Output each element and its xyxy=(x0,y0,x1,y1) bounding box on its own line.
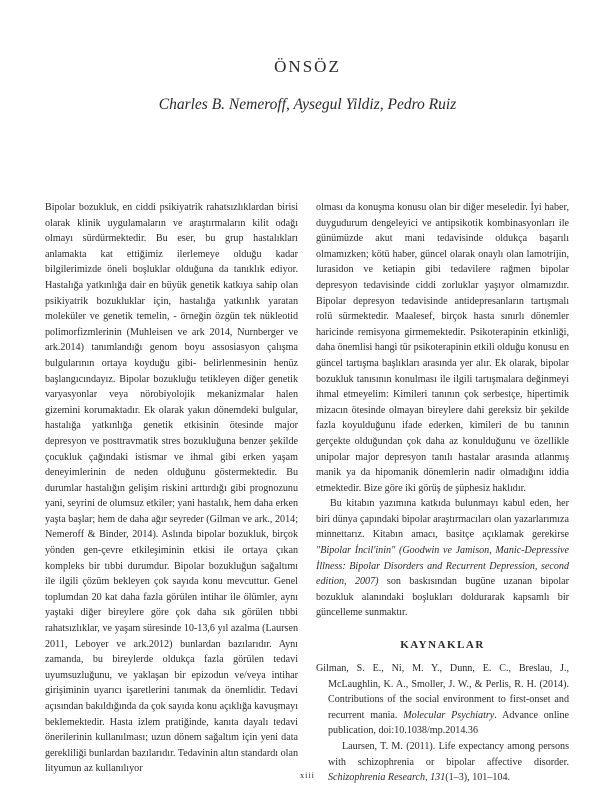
paragraph-text: son baskısından bugüne uzanan bipolar bozukluk alanındaki boşlukları doldurarak kapsamlı bir güncelleme sunmaktır. xyxy=(316,576,569,619)
reference-authors: Laursen, T. M. (2011). Life expectancy among persons with schizophrenia or bipolar affective disorder. xyxy=(328,741,569,768)
body-paragraph: Bipolar bozukluk, en ciddi psikiyatrik rahatsızlıklardan birisi olarak klinik uygulamaların ve araştırmaların kilit odağı olmayı sürdürmektedir. Bu eser, bu grup hastalıkları anlamakta kat ettiğimiz ilerlemeye olduğu kadar bilgilerimizde öneli boşluklar olduğuna da tanıklık ediyor. Hastalığa yatkınlığa dair en büyük genetik katkıya sahip olan psikiyatrik bozukluklar için, hastalığa yatkınlık yaratan moleküler ve genetik temelin, - örneğin özgün tek nükleotid polimorfizmlerinin (Muhleisen ve ark 2014, Nurnberger ve ark.2014) tanımlandığı genom boyu assosiasyon çalışma bulgularının ortaya koyduğu gibi- belirlenmesinin henüz başlangıcındayız. Bipolar bozukluğu tetikleyen diğer genetik varyasyonlar veya nörobiyolojik mekanizmalar halen gizemini korumaktadır. Ek olarak yakın dönemdeki bulgular, hastalığa yatkınlığa genetik etkisinin ötesinde major depresyon ve posttravmatik stres bozukluğuna benzer şekilde çocukluk çağındaki istismar ve ihmal gibi erken yaşam deneyimlerinin de neden olduğunu göstermektedir. Bu durumlar hastalığın gelişim riskini arttırdığı gibi prognozunu yani, seyrini de olumsuz etkiler; yani hastalık, hem daha erken yaşta başlar; hem de daha ağır seyreder (Gilman ve ark., 2014; Nemeroff & Binder, 2014). Aslında bipolar bozukluk, birçok yönden gen-çevre etkileşiminin etkisi ile ortaya çıkan kompleks bir tıbbi durumdur. Bipolar bozukluğun sağaltımı ile ilgili çözüm bekleyen çok sayıda konu mevcuttur. Genel toplumdan 20 kat daha fazla görülen intihar ile ölümler, aynı yaştaki diğer bireylere göre çok daha sık görülen tıbbi rahatsızlıklar, ve yaşam süresinde 10-13,6 yıl azalma (Laursen 2011, Leboyer ve ark.2012) bunlardan bazılarıdır. Aynı zamanda, bu bireylerde oldukça fazla görülen tedavi uyumsuzluğunu, ve yaklaşan bir epizodun ve/veya intihar girişiminin uyarıcı işaretlerini tanımak da önemlidir. Tedavi açısından bakıldığında da çok sayıda konu açıklığa kavuşmayı beklemektedir. Hasta izlem pratiğinde, kanıta dayalı tedavi önerilerinin kullanılması; uzun dönem sağaltım için yeni data gerekliliği bunlardan bazılarıdır. Tedavinin altın standardı olan lityumun az kullanılıyor xyxy=(45,202,298,775)
page-title: ÖNSÖZ xyxy=(274,57,341,76)
book-reference-italic: "Bipolar İncil'inin" (Goodwin ve Jamison, Manic-Depressive İllness: Bipolar Disorders and Recurrent Depression, second edition, 2007) xyxy=(316,545,569,588)
right-column xyxy=(316,200,569,786)
reference-authors: Gilman, S. E., Ni, M. Y., Dunn, E. C., Breslau, J., McLaughlin, K. A., Smoller, J. W., & Perlis, R. H. (2014). Contributions of the social environment to first-onset and recurrent mania. xyxy=(316,663,569,721)
reference-details: (1–3), 101–104. xyxy=(445,772,511,784)
reference-details: . Advance online publication, doi:10.1038/mp.2014.36 xyxy=(328,709,569,737)
acknowledgement-paragraph xyxy=(316,496,569,621)
reference-journal: Molecular Psychiatry xyxy=(403,709,495,721)
left-column xyxy=(45,200,298,777)
references-heading: KAYNAKLAR xyxy=(400,639,485,652)
page-number: xiii xyxy=(300,771,315,780)
authors-line: Charles B. Nemeroff, Aysegul Yildiz, Pedro Ruiz xyxy=(158,96,457,113)
reference-item xyxy=(316,661,569,739)
reference-journal: Schizophrenia Research, 131 xyxy=(328,772,446,784)
paragraph-text: Bu kitabın yazımına katkıda bulunmayı kabul eden, her biri dünya çapındaki bipolar araştırmacıları olan yazarlarımıza minnettarız. Kitabın amacı, basitçe açıklamak gerekirse xyxy=(316,498,569,541)
body-paragraph: olması da konuşma konusu olan bir diğer meseledir. İyi haber, duygudurum dengeleyici ve antipsikotik kombinasyonları ile günümüzde akut mani tedavisinde oldukça başarılı olmamızken; kötü haber, güncel olarak onaylı olan lamotrijin, lurasidon ve ketiapin gibi tedavilere rağmen bipolar depresyon tedavisinde ciddi zorluklar yaşıyor olmamızdır. Bipolar depresyon tedavisinde antidepresanların tartışmalı rolü sürmektedir. Maalesef, birçok hasta sınırlı dönemler haricinde remisyona girmemektedir. Psikoterapinin etkinliği, daha önemlisi hangi tür psikoterapinin etkili olduğu konusu en güncel tartışma başlıkları arasında yer alır. Ek olarak, bipolar bozukluk tanısının konulması ile ilgili tartışmalara değinmeyi ihmal etmeyelim: Kimileri tanının çok serbestçe, hipertimik mizacın ötesinde olmayan bireylere dahi gereksiz bir şekilde fazla koyulduğunu ifade ederken, kimileri de bu tanının gerçekte olduğundan çok daha az konulduğunu ve özellikle unipolar major depresyon tanılı hastalar arasında atlanmış manik ya da hipomanik dönemlerin nadir olmadığını iddia etmektedir. Bize göre iki görüş de şüphesiz haklıdır. xyxy=(316,202,569,494)
